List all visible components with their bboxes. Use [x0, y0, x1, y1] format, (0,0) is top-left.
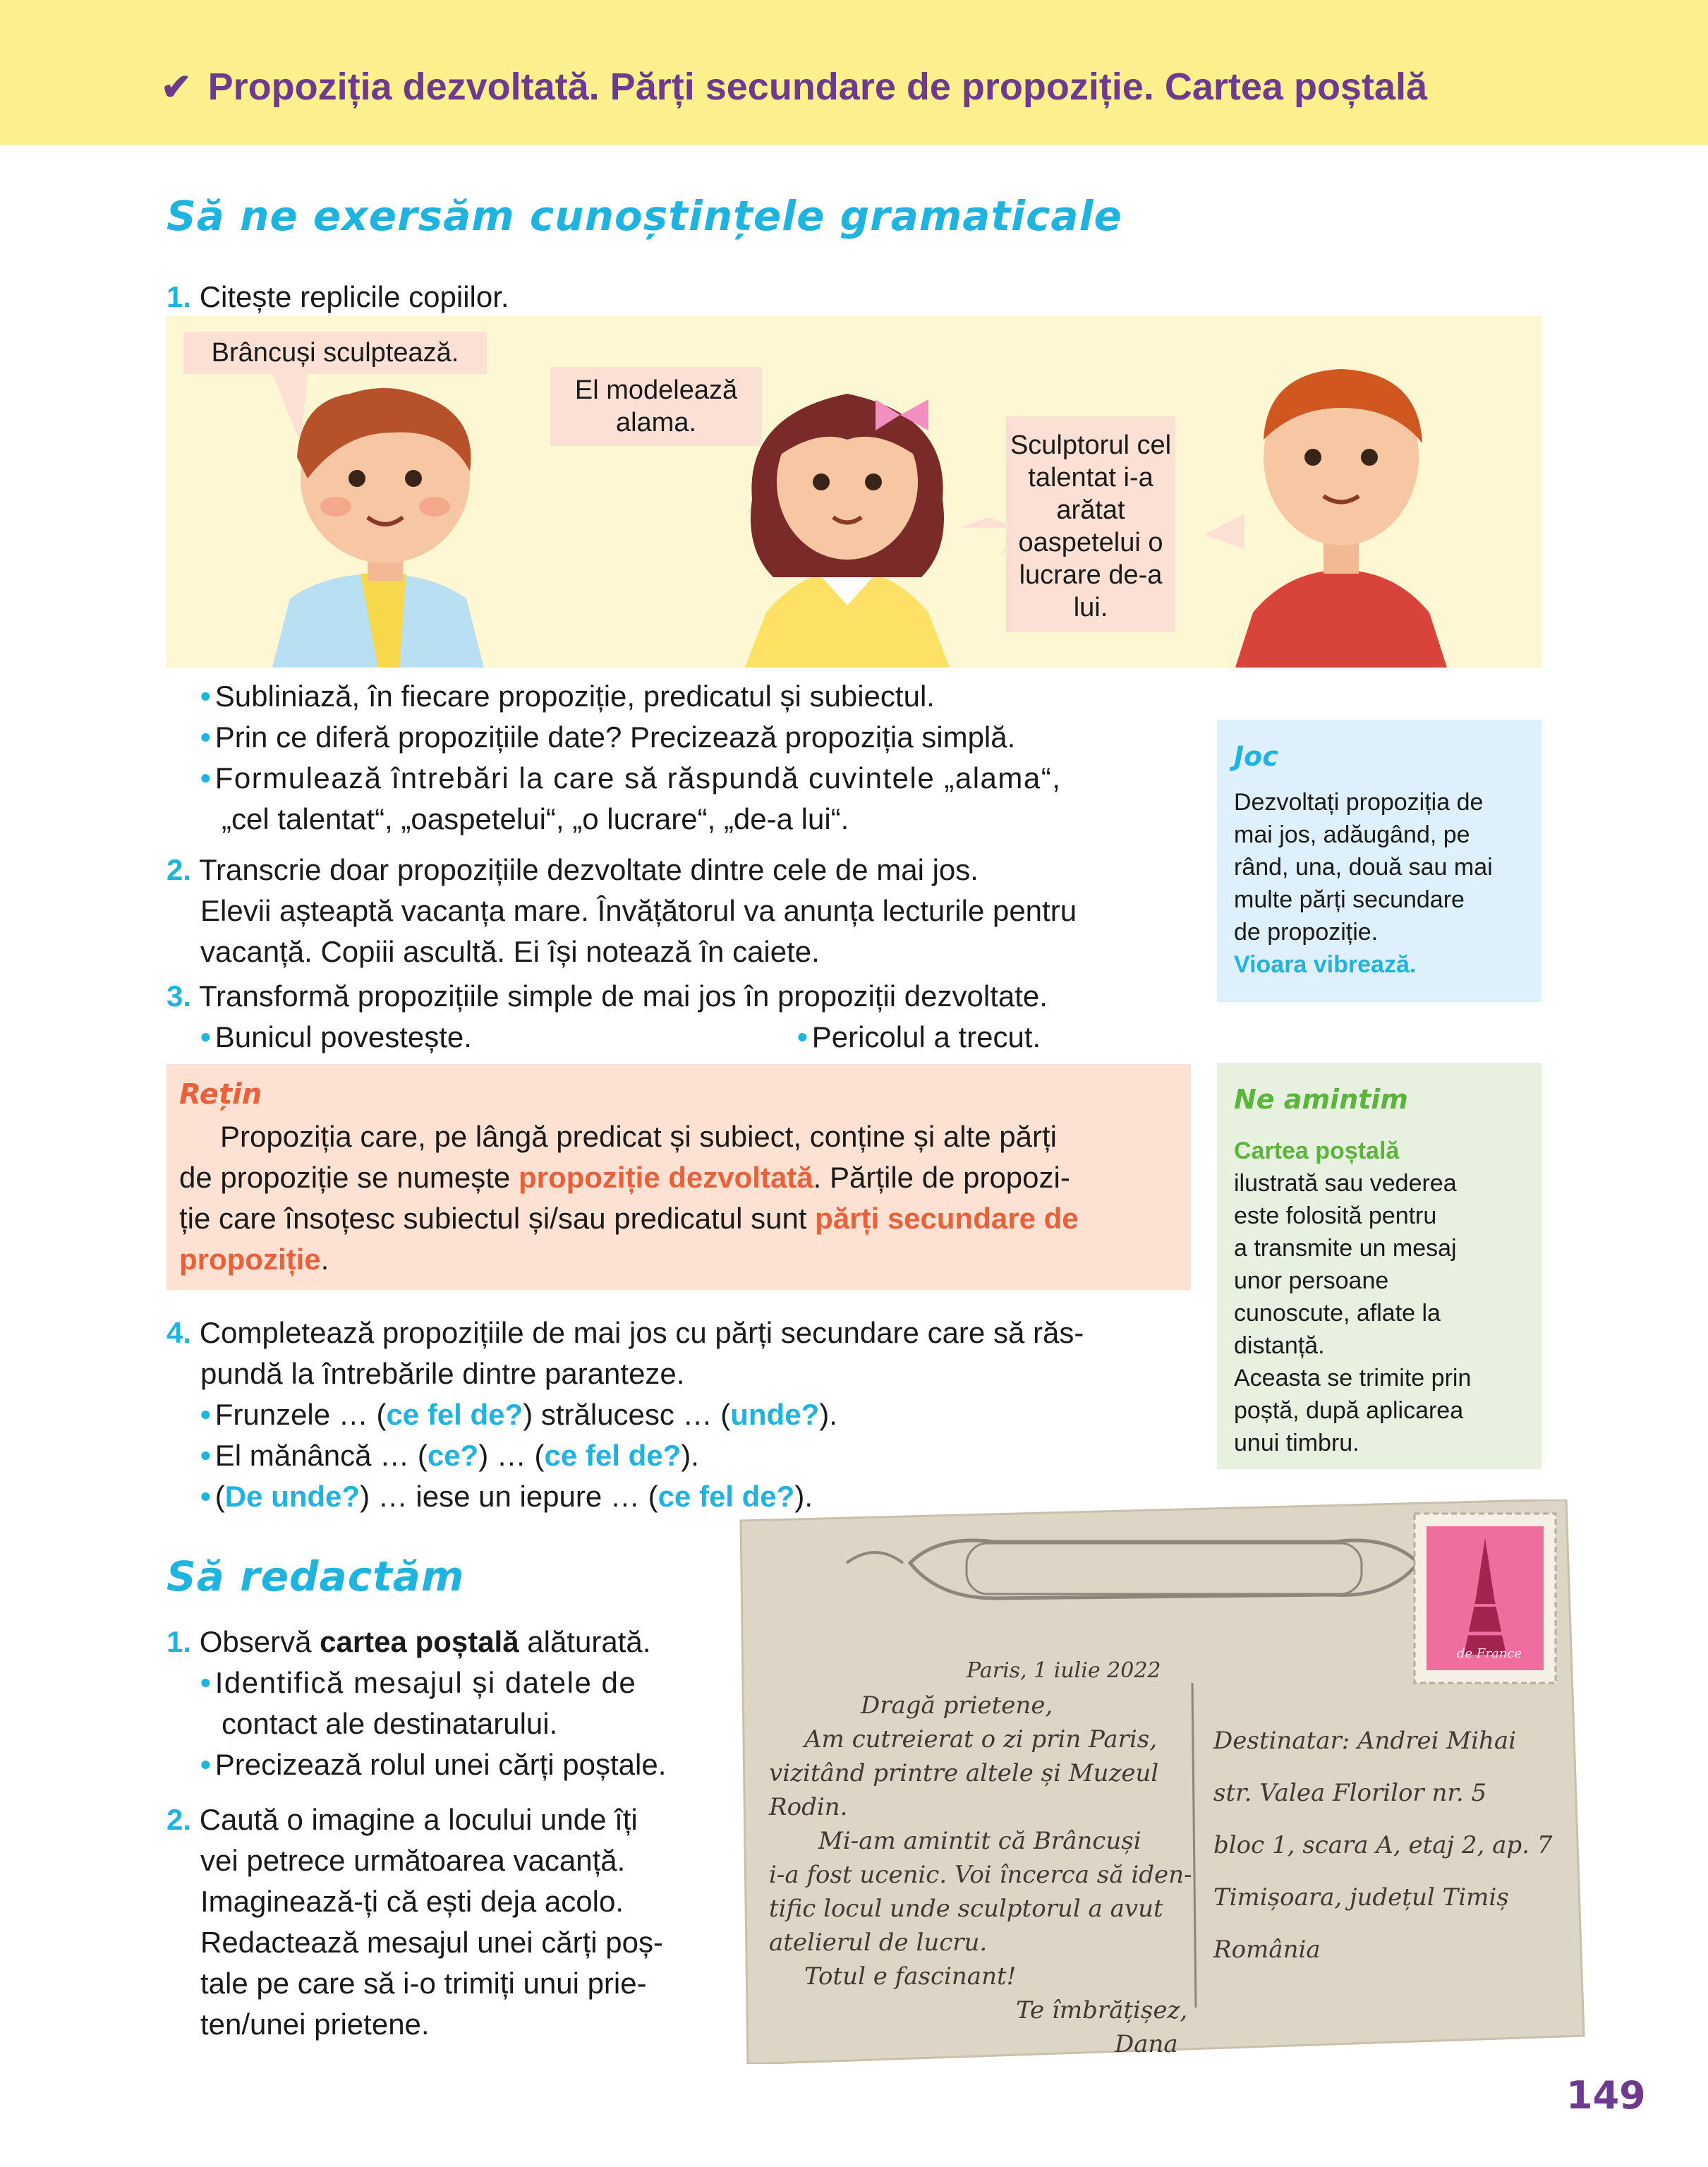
- exercise-3: 3. Transformă propozițiile simple de mai jos în propoziții dezvoltate.: [166, 979, 1048, 1013]
- list-item: • Formulează întrebări la care să răspundă cuvintele „alama“,: [200, 761, 1062, 795]
- page-number: 149: [1566, 2073, 1646, 2118]
- section-title-redactam: Să redactăm: [166, 1552, 465, 1600]
- page-title: [161, 65, 1427, 109]
- retin-title: Rețin: [179, 1078, 262, 1111]
- list-item: • Subliniază, în fiecare propoziție, predicatul și subiectul.: [200, 680, 935, 713]
- list-item: • Frunzele … (ce fel de?) strălucesc … (unde?).: [200, 1398, 837, 1431]
- exercise-1: [166, 277, 509, 318]
- postcard-address: Destinatar: Andrei Mihai str. Valea Florilor nr. 5 bloc 1, scara A, etaj 2, ap. 7 Timișoara, județul Timiș România: [1213, 1727, 1553, 1964]
- ne-amintim-box: [1217, 1063, 1542, 1469]
- postcard-date: Paris, 1 iulie 2022: [967, 1658, 1161, 1683]
- exercise-text: Citește replicile copiilor.: [199, 280, 509, 313]
- redactam-exercise-1: 1. Observă cartea poștală alăturată. • Identifică mesajul și datele de contact ale destinatarului. • Precizează rolul unei cărți poștale.: [166, 1625, 667, 1781]
- ne-amintim-text: Cartea poștală ilustrată sau vederea este folosită pentru a transmite un mesaj unor persoane cunoscute, aflate la distanță. Aceasta se trimite prin poștă, după aplicarea unui timbru.: [1234, 1137, 1472, 1456]
- list-item-continued: „cel talentat“, „oaspetelui“, „o lucrare“, „de-a lui“.: [222, 802, 849, 835]
- checkmark-icon: ✔: [161, 67, 192, 108]
- exercise-2: 2. Transcrie doar propozițiile dezvoltate dintre cele de mai jos. Elevii așteaptă vacanța mare. Învățătorul va anunța lecturile pentru vacanță. Copiii ascultă. Ei își notează în caiete.: [166, 853, 1077, 968]
- joc-title: Joc: [1234, 741, 1278, 772]
- boy-1-figure: [272, 388, 484, 668]
- retin-box: [166, 1064, 1191, 1290]
- joc-text: Dezvoltați propoziția de mai jos, adăugând, pe rând, una, două sau mai multe părți secundare de propoziție. Vioara vibrează.: [1234, 789, 1493, 978]
- list-item: • Prin ce diferă propozițiile date? Precizează propoziția simplă.: [200, 720, 1016, 754]
- page-title-text: Propoziția dezvoltată. Părți secundare de propoziție. Cartea poștală: [207, 66, 1428, 108]
- girl-figure: [745, 394, 950, 668]
- exercise-4: 4. Completează propozițiile de mai jos cu părți secundare care să răs- pundă la întrebările dintre paranteze. • Frunzele … (ce fel de?) strălucesc … (unde?). • El mănâncă … (ce?) … (ce fel de?). • (De unde?) … iese un iepure … (ce fel de?).: [166, 1312, 1084, 1517]
- exercise-3-item-2: • Pericolul a trecut.: [797, 1020, 1041, 1054]
- speech-bubble-1: Brâncuși sculptează.: [183, 332, 487, 374]
- redactam-exercise-2: 2. Caută o imagine a locului unde îți vei petrece următoarea vacanță. Imaginează-ți că ești deja acolo. Redactează mesajul unei cărți poș- tale pe care să i-o trimiți unui prie- ten/unei prietene.: [166, 1803, 664, 2041]
- speech-bubble-2: El modelează alama.: [550, 367, 762, 446]
- ne-amintim-title: Ne amintim: [1234, 1084, 1408, 1115]
- section-title-grammar: Să ne exersăm cunoștințele gramaticale: [166, 192, 1122, 240]
- speech-bubble-3: Sculptorul cel talentat i-a arătat oaspetelui o lucrare de-a lui.: [1006, 416, 1175, 632]
- retin-text: Propoziția care, pe lângă predicat și subiect, conține și alte părți de propoziție se numește propoziție dezvoltată. Părțile de propozi- ție care însoțesc subiectul și/sau predicatul sunt părți secundare de propoziție.: [179, 1120, 1079, 1276]
- stamp-label: de France: [1457, 1646, 1522, 1661]
- exercise-number: 1.: [166, 280, 192, 313]
- list-item: • El mănâncă … (ce?) … (ce fel de?).: [200, 1439, 699, 1472]
- exercise-3-item-1: • Bunicul povestește.: [200, 1020, 472, 1054]
- postcard: [727, 1499, 1586, 2064]
- postcard-message: Dragă prietene, Am cutreierat o zi prin Paris, vizitând printre altele și Muzeul Rodin. Mi-am amintit că Brâncuși i-a fost ucenic. Voi încerca să iden- tific locul unde sculptorul a avut atelierul de lucru. Totul e fascinant! Te îmbrățișez, Dana: [769, 1691, 1192, 2058]
- boy-2-figure: [1235, 369, 1447, 668]
- illustration-panel: [166, 316, 1542, 668]
- joc-box: [1217, 720, 1542, 1002]
- list-item: • (De unde?) … iese un iepure … (ce fel de?).: [200, 1480, 813, 1513]
- exercise-1-bullets: [200, 676, 1202, 840]
